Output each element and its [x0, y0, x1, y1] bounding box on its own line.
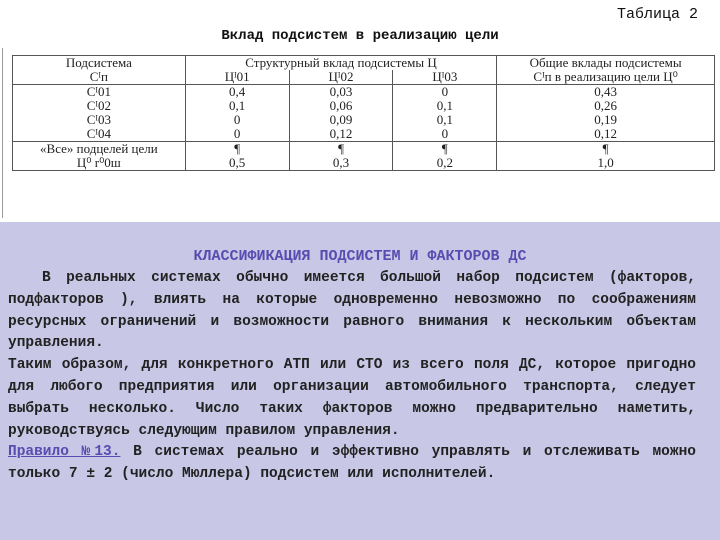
- table-cell: Сᴵ03: [13, 113, 186, 127]
- text-panel: [0, 222, 720, 540]
- table-cell: 0,43: [497, 85, 715, 100]
- table-cell: 0,1: [393, 99, 497, 113]
- table-cell: 0: [185, 113, 289, 127]
- table-row: [13, 113, 715, 127]
- table-cell: 0,4: [185, 85, 289, 100]
- table-cell: ¶: [185, 142, 289, 157]
- header-cell: Сᴵп в реализацию цели Ц⁰: [497, 70, 715, 85]
- table-title: Вклад подсистем в реализацию цели: [221, 28, 499, 44]
- table-cell: 0,26: [497, 99, 715, 113]
- header-cell: Цᴵ03: [393, 70, 497, 85]
- table-cell: 0,19: [497, 113, 715, 127]
- table-cell: ¶: [497, 142, 715, 157]
- table-header-row: [13, 56, 715, 71]
- header-cell: Цᴵ01: [185, 70, 289, 85]
- header-cell: Структурный вклад подсистемы Ц: [185, 56, 496, 71]
- paragraph: Таким образом, для конкретного АТП или СТО из всего поля ДС, которое пригодно для любого предприятия или организации автомобильного транспорта, следует выбрать несколько. Число таких факторов можно предварительно наметить, руководствуясь следующим правилом управления.: [8, 357, 696, 439]
- table-header-row: [13, 70, 715, 85]
- table-cell: Сᴵ02: [13, 99, 186, 113]
- section-heading: КЛАССИФИКАЦИЯ ПОДСИСТЕМ И ФАКТОРОВ ДС: [193, 248, 527, 265]
- table-cell: «Все» подцелей цели: [13, 142, 186, 157]
- table-row: [13, 85, 715, 100]
- table-row: [13, 99, 715, 113]
- rule-text: В системах реально и эффективно управлять и отслеживать можно только 7 ± 2 (число Мюллера) подсистем или исполнителей.: [8, 444, 696, 483]
- table-total-row: [13, 156, 715, 171]
- header-cell: Общие вклады подсистемы: [497, 56, 715, 71]
- table-cell: Сᴵ01: [13, 85, 186, 100]
- table-cell: Сᴵ04: [13, 127, 186, 142]
- header-cell: Цᴵ02: [289, 70, 393, 85]
- document-margin-marker: [2, 48, 11, 218]
- table-cell: 0,12: [289, 127, 393, 142]
- table-cell: 0,5: [185, 156, 289, 171]
- rule-paragraph: [8, 442, 696, 486]
- body-text: [8, 268, 696, 486]
- table-cell: 0,1: [185, 99, 289, 113]
- paragraph: В реальных системах обычно имеется большой набор подсистем (факторов, подфакторов ), влиять на которые одновременно невозможно по соображениям ресурсных ограничений и возможности равного внимания к нескольким объектам управления.: [8, 270, 696, 352]
- table-cell: 0: [393, 85, 497, 100]
- header-cell: Подсистема: [13, 56, 186, 71]
- table-total-row: [13, 142, 715, 157]
- table-cell: 0,3: [289, 156, 393, 171]
- header-cell: Сᴵп: [13, 70, 186, 85]
- rule-link[interactable]: Правило №13.: [8, 444, 121, 461]
- table-cell: ¶: [393, 142, 497, 157]
- table-cell: 0,06: [289, 99, 393, 113]
- table-cell: 0,03: [289, 85, 393, 100]
- table-row: [13, 127, 715, 142]
- contribution-table: [12, 55, 715, 171]
- table-cell: 0,2: [393, 156, 497, 171]
- table-cell: 0,09: [289, 113, 393, 127]
- table-cell: 0,1: [393, 113, 497, 127]
- table-cell: 0: [185, 127, 289, 142]
- table-caption: Таблица 2: [616, 6, 698, 23]
- table-slide-area: [0, 0, 720, 218]
- table-cell: Ц⁰ r⁰0ш: [13, 156, 186, 171]
- table-cell: 1,0: [497, 156, 715, 171]
- table-cell: 0,12: [497, 127, 715, 142]
- table-cell: 0: [393, 127, 497, 142]
- table-cell: ¶: [289, 142, 393, 157]
